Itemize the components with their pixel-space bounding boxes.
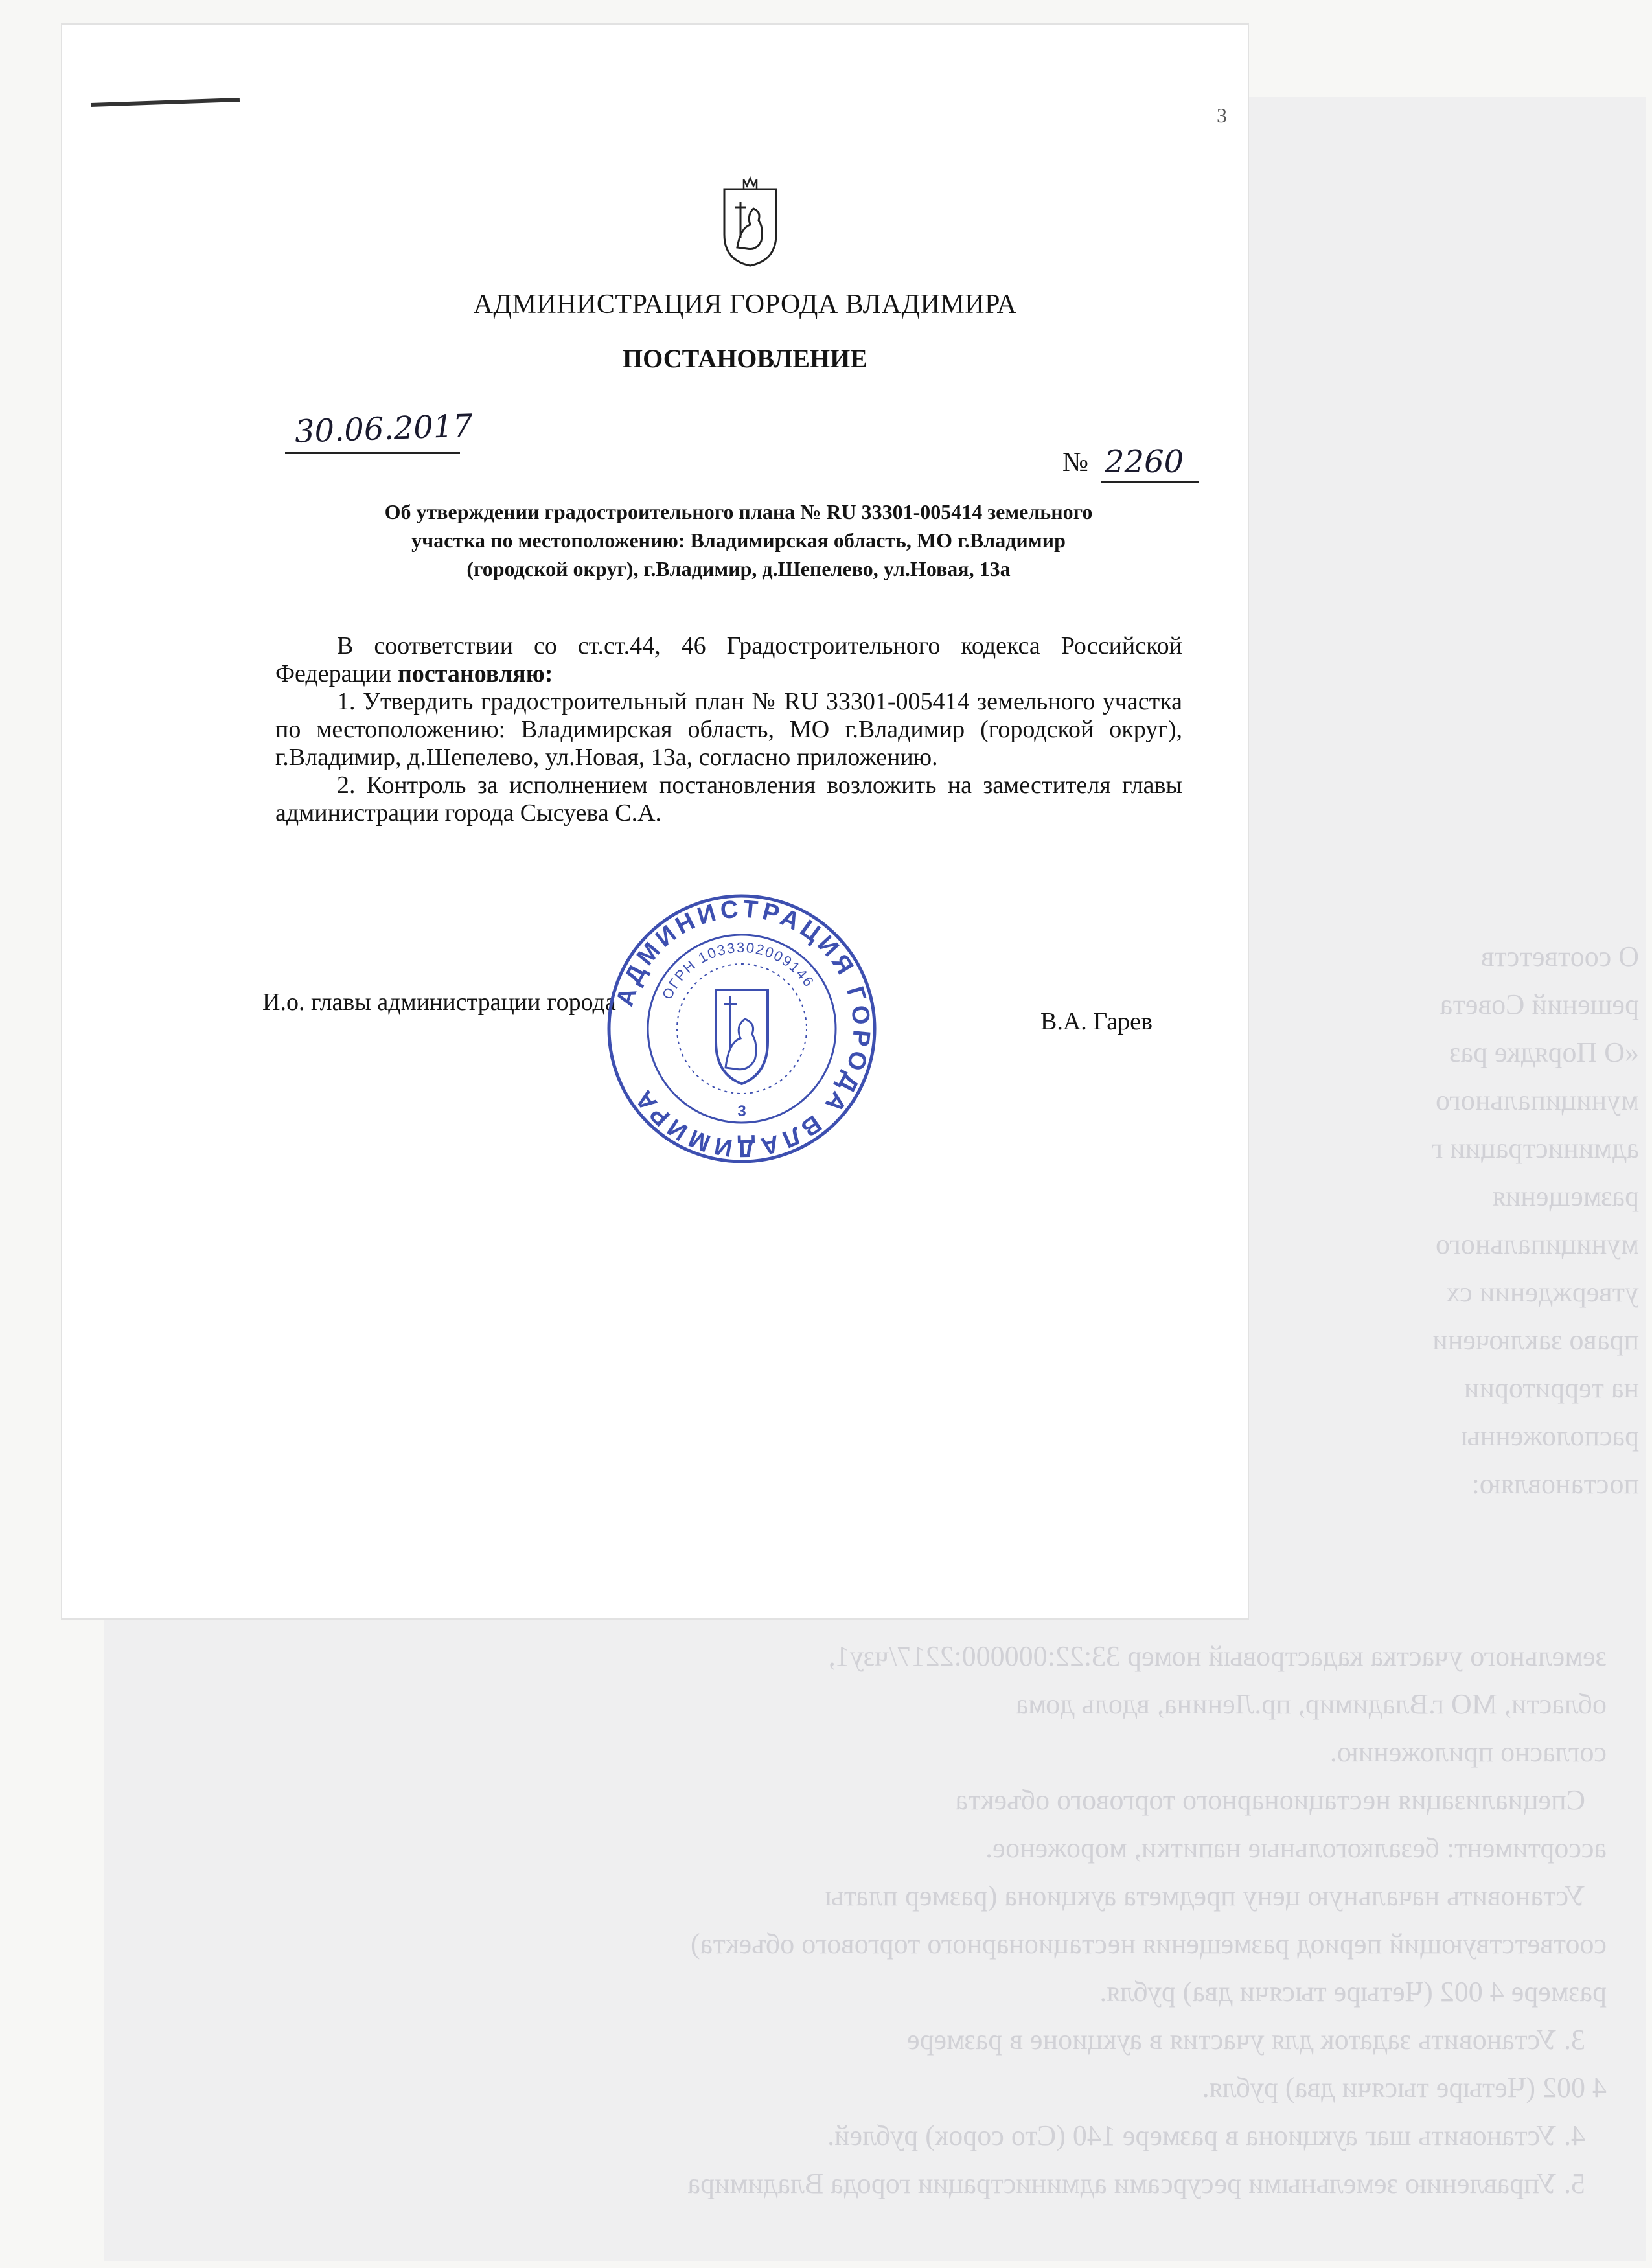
document-subject [317, 498, 1160, 583]
official-stamp [606, 893, 878, 1165]
preamble [275, 632, 1182, 688]
item-2: 2. Контроль за исполнением постановления возложить на заместителя главы администрации города Сысуева С.А. [275, 772, 1182, 827]
organization-title: АДМИНИСТРАЦИЯ ГОРОДА ВЛАДИМИРА [473, 290, 1017, 319]
preamble-resolution: постановляю: [397, 660, 553, 687]
document-number: 2260 [1105, 444, 1184, 480]
preamble-text: В соответствии со ст.ст.44, 46 Градостроительного кодекса Российской Федерации [275, 632, 1182, 687]
number-underline [1101, 481, 1199, 483]
document-type: ПОСТАНОВЛЕНИЕ [623, 344, 867, 373]
subject-line: (городской округ), г.Владимир, д.Шепелево, ул.Новая, 13а [466, 557, 1011, 580]
stamp-number: 3 [737, 1103, 746, 1120]
number-label: № [1062, 448, 1089, 477]
bleed-through-text-right: О соответств решений Совета «О Порядке раз муниципального администрации г размещения муниципального утверждении сх право заключени на территории расположенны постановляю: [1431, 941, 1639, 1500]
signatory-title: И.о. главы администрации города [262, 989, 616, 1016]
svg-text:ОГРН 1033302009146 [659, 939, 818, 1002]
page-number: 3 [1217, 104, 1227, 127]
subject-line: Об утверждении градостроительного плана № RU 33301-005414 земельного [384, 500, 1093, 523]
document-date: 30.06.2017 [294, 407, 474, 450]
signatory-name: В.А. Гарев [1040, 1008, 1153, 1035]
item-1: 1. Утвердить градостроительный план № RU 33301-005414 земельного участка по местоположению: Владимирская область, МО г.Владимир (городской округ), г.Владимир, д.Шепелево, ул.Новая, 13а, согласно приложению. [275, 688, 1182, 771]
coat-of-arms-icon [721, 176, 779, 267]
document-body [275, 632, 1182, 827]
bleed-through-text-bottom: земельного участка кадастровый номер 33:22:000000:2217/чзу1, области, МО г.Владимир, пр.Ленина, вдоль дома согласно приложению. Специализация нестационарного торгового объекта ассортимент: безалкогольные напитки, мороженое. Установить начальную цену предмета аукциона (размер платы соответствующий период размещения нестационарного торгового объекта) размере 4 002 (Четыре тысячи два) рубля. 3. Установить задаток для участия в аукционе в размере 4 002 (Четыре тысячи два) рубля. 4. Установить шаг аукциона в размере 140 (Сто сорок) рублей. 5. Управлению земельными ресурсами администрации города Владимира [687, 1640, 1607, 2199]
date-underline [285, 452, 460, 454]
subject-line: участка по местоположению: Владимирская область, МО г.Владимир [411, 529, 1066, 552]
stamp-outer-text: АДМИНИСТРАЦИЯ ГОРОДА ВЛАДИМИРА [611, 895, 875, 1162]
stamp-seal-icon [606, 893, 878, 1165]
stamp-ogrn: ОГРН 1033302009146 [658, 939, 818, 1002]
